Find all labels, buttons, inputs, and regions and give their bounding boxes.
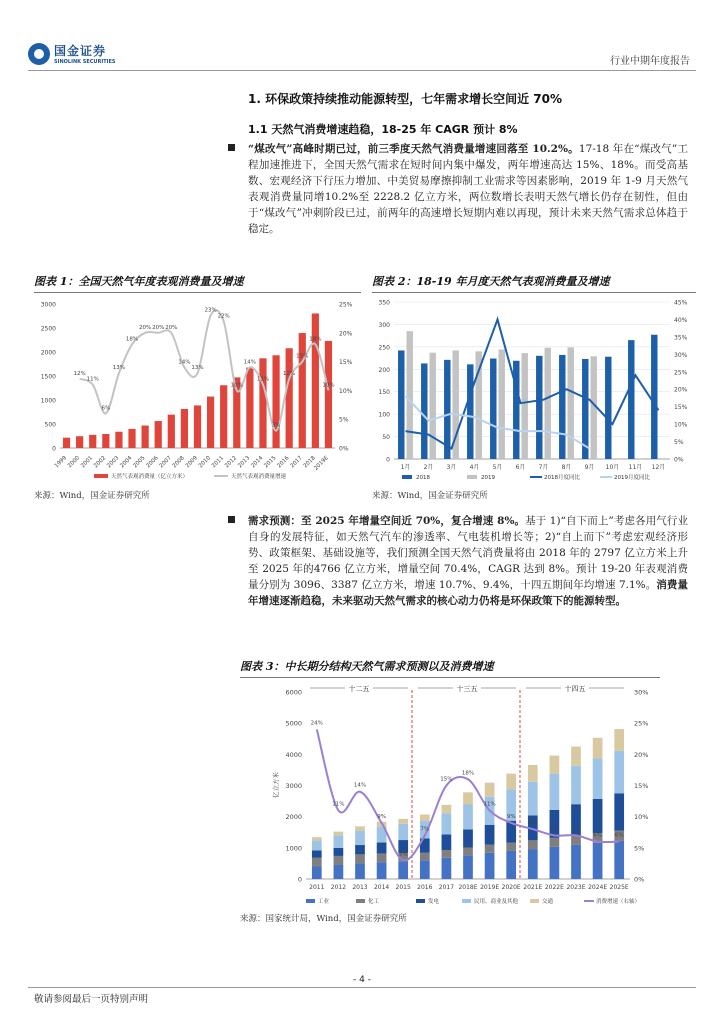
x-tick-label: 2019E <box>480 884 500 891</box>
line-2018-yoy <box>406 319 659 448</box>
bar-segment <box>334 848 344 856</box>
page-header <box>0 0 724 70</box>
bar-2018 <box>651 335 657 459</box>
data-label-growth: 10% <box>322 382 335 389</box>
period-label: 十四五 <box>564 685 586 693</box>
bar-consumption <box>128 429 135 448</box>
bar-segment <box>442 834 452 850</box>
legend-swatch <box>467 475 477 479</box>
x-tick-label: 2016 <box>276 455 291 470</box>
sinolink-logo-icon <box>28 43 50 65</box>
bar-segment <box>377 853 387 862</box>
page-number: - 4 - <box>353 975 371 985</box>
bar-segment <box>463 848 473 856</box>
y-tick-label-right: 15% <box>339 359 353 367</box>
legend-label: 2018月度同比 <box>544 475 580 481</box>
y-tick-label-left: 5000 <box>285 719 302 728</box>
bar-segment <box>463 829 473 847</box>
bar-consumption <box>246 368 253 448</box>
bar-consumption <box>299 333 306 448</box>
legend-label-consumption: 天然气表观消费量（亿立方米） <box>111 474 189 480</box>
section-title: 1. 环保政策持续推动能源转型，七年需求增长空间近 70% <box>248 92 562 106</box>
bar-2018 <box>536 356 542 459</box>
bar-2018 <box>559 355 565 459</box>
bar-segment <box>442 813 452 834</box>
bar-2019 <box>568 347 574 459</box>
bar-segment <box>355 826 365 830</box>
fig2-title: 图表 2：18-19 年月度天然气表观消费量及增速 <box>372 275 610 288</box>
bar-consumption <box>194 405 201 448</box>
bar-2018 <box>398 350 404 459</box>
x-tick-label: 8月 <box>561 464 572 471</box>
logo-cn: 国金证券 <box>54 44 107 58</box>
y-tick-label-left: 6000 <box>285 688 302 697</box>
bar-consumption <box>63 438 70 448</box>
section-subtitle: 1.1 天然气消费增速趋稳，18-25 年 CAGR 预计 8% <box>248 123 518 136</box>
y-tick-label-right: 5% <box>339 416 349 424</box>
x-tick-label: 2013 <box>352 884 368 891</box>
x-tick-label: 2021E <box>523 884 543 891</box>
paragraph-body: 基于 1)“自下而上”考虑各用气行业自身的发展特征，如天然气汽车的渗透率、气电装机增长等；2)“自上而下”考虑宏观经济形势、政策框架、基础设施等，我们预测全国天然气消费量将由 2018 年的 2797 亿立方米上升至 2025 年的4766 亿立方米，增量空间 70.4%，CAGR 达到 8%。预计 19-20 年表观消费量分别为 3096、3387 亿立方米，增速 10.7%、9.4%，十四五期间年均增速 7.1%。 <box>248 515 688 591</box>
x-tick-label: 2019E <box>313 455 330 472</box>
data-label-growth: 12% <box>73 370 86 377</box>
data-label-growth: 11% <box>332 801 345 808</box>
data-label-growth: 3% <box>271 422 281 429</box>
bar-segment <box>312 840 322 850</box>
bar-segment <box>506 774 516 790</box>
fig3-title-bar <box>240 658 660 678</box>
y-tick-label-right: 0% <box>674 456 684 464</box>
fig1-title: 图表 1：全国天然气年度表观消费量及增速 <box>34 275 244 288</box>
data-label-growth: 24% <box>310 720 323 727</box>
x-tick-label: 2018 <box>302 455 317 470</box>
x-tick-label: 7月 <box>538 464 549 471</box>
bar-segment <box>463 855 473 879</box>
bar-2018 <box>605 357 611 459</box>
data-label-growth: 20% <box>139 324 152 331</box>
y-tick-label-left: 150 <box>378 389 390 397</box>
y-tick-label-right: 0% <box>634 875 645 884</box>
x-tick-label: 2005 <box>132 455 147 470</box>
y-tick-label-right: 5% <box>634 844 645 853</box>
bar-segment <box>377 862 387 879</box>
x-tick-label: 2008 <box>171 455 186 470</box>
x-tick-label: 2023E <box>566 884 586 891</box>
y-tick-label-left: 3000 <box>40 301 56 309</box>
y-tick-label-right: 45% <box>674 299 688 307</box>
bar-segment <box>528 765 538 782</box>
bar-segment <box>614 841 624 879</box>
y-tick-label-right: 40% <box>674 316 688 324</box>
y-tick-label-right: 20% <box>674 386 688 394</box>
data-label-growth: 13% <box>191 365 204 372</box>
bar-segment <box>485 845 495 853</box>
x-tick-label: 2020E <box>501 884 521 891</box>
legend-swatch <box>402 475 412 479</box>
legend-swatch <box>306 899 315 903</box>
y-tick-label-right: 25% <box>339 301 353 309</box>
bar-segment <box>420 853 430 860</box>
bar-segment <box>506 851 516 879</box>
legend-swatch <box>356 899 365 903</box>
legend-label: 交通 <box>542 899 554 905</box>
x-tick-label: 2014 <box>373 884 390 891</box>
x-tick-label: 4月 <box>469 464 480 471</box>
legend-label: 化工 <box>368 899 380 905</box>
y-tick-label-right: 15% <box>674 404 688 412</box>
x-tick-label: 6月 <box>515 464 526 471</box>
x-tick-label: 9月 <box>584 464 595 471</box>
bar-segment <box>355 831 365 845</box>
header-divider <box>28 70 696 71</box>
data-label-growth: 22% <box>217 313 230 320</box>
data-label-growth: 3% <box>398 851 408 858</box>
bar-segment <box>463 805 473 830</box>
y-tick-label-right: 10% <box>674 421 688 429</box>
bar-segment <box>550 774 560 810</box>
logo-en: SINOLINK SECURITIES <box>54 59 116 65</box>
y-tick-label-left: 0 <box>386 456 390 464</box>
x-tick-label: 2022E <box>544 884 564 891</box>
legend-label: 民用、商业及其他 <box>474 899 519 905</box>
bar-2018 <box>467 364 473 459</box>
bar-2019 <box>522 353 528 459</box>
x-tick-label: 2012 <box>224 455 239 470</box>
y-tick-label-left: 1500 <box>40 373 56 381</box>
data-label-growth: 6% <box>101 405 111 412</box>
data-label-growth: 14% <box>353 782 367 789</box>
bar-segment <box>550 810 560 838</box>
x-tick-label: 2003 <box>106 455 121 470</box>
data-label-growth: 18% <box>125 336 139 343</box>
bar-2019 <box>499 350 505 459</box>
bar-segment <box>571 845 581 879</box>
bar-segment <box>355 863 365 879</box>
fig1-title-bar <box>34 273 361 293</box>
x-tick-label: 2018E <box>458 884 478 891</box>
data-label-growth: 20% <box>152 324 165 331</box>
bar-segment <box>528 840 538 849</box>
x-tick-label: 3月 <box>446 464 457 471</box>
x-tick-label: 2014 <box>250 455 265 470</box>
bullet-icon <box>228 516 235 523</box>
fig2-title-bar <box>372 273 696 293</box>
bar-segment <box>442 850 452 858</box>
bar-segment <box>614 729 624 751</box>
bar-consumption <box>286 348 293 448</box>
y-tick-label-right: 30% <box>634 688 649 697</box>
x-tick-label: 2月 <box>423 464 434 471</box>
bar-segment <box>355 845 365 854</box>
x-tick-label: 2002 <box>93 455 108 470</box>
legend-swatch <box>530 899 539 903</box>
data-label-growth: 23% <box>204 307 217 314</box>
y-tick-label-right: 25% <box>674 369 688 377</box>
data-label-growth: 18% <box>309 336 322 343</box>
data-label-growth: 11% <box>256 376 270 383</box>
bar-segment <box>506 843 516 851</box>
bar-segment <box>312 858 322 867</box>
bar-segment <box>485 853 495 879</box>
bar-segment <box>485 783 495 797</box>
y-tick-label-left: 300 <box>378 321 390 329</box>
x-tick-label: 10月 <box>605 464 620 471</box>
bar-segment <box>334 832 344 836</box>
period-label: 十二五 <box>348 685 370 693</box>
bar-segment <box>593 799 603 833</box>
y-tick-label-left: 350 <box>378 299 390 307</box>
bar-segment <box>334 856 344 865</box>
bar-segment <box>528 849 538 879</box>
data-label-growth: 11% <box>86 376 99 383</box>
bar-2019 <box>407 331 413 459</box>
bar-segment <box>550 756 560 774</box>
bar-consumption <box>115 432 122 448</box>
bar-consumption <box>272 355 279 448</box>
y-tick-label-right: 35% <box>674 334 688 342</box>
x-tick-label: 2017 <box>438 884 455 891</box>
x-tick-label: 2017 <box>289 455 304 470</box>
y-tick-label-right: 10% <box>634 813 649 822</box>
legend-label-growth: 天然气表观消费量增速 <box>231 474 287 480</box>
legend-label: 发电 <box>428 899 440 905</box>
data-label-growth: 14% <box>178 359 191 366</box>
sinolink-logo <box>28 42 116 65</box>
x-tick-label: 2001 <box>80 455 95 470</box>
fig1-chart <box>34 296 361 484</box>
data-label-growth: 9% <box>506 813 516 820</box>
data-label-growth: 6% <box>614 832 624 839</box>
bar-consumption <box>220 385 227 448</box>
data-label-growth: 10% <box>230 382 243 389</box>
bar-segment <box>334 835 344 847</box>
bar-segment <box>334 865 344 879</box>
paragraph-tail: 消费量年增速逐渐趋稳，未来驱动天然气需求的核心动力仍将是环保政策下的能源转型。 <box>248 579 689 607</box>
bar-segment <box>420 814 430 821</box>
paragraph-demand-trend <box>248 141 688 237</box>
paragraph-lead: “煤改气”高峰时期已过，前三季度天然气消费量增速回落至 10.2%。 <box>248 143 579 155</box>
y-tick-label-right: 30% <box>674 351 688 359</box>
bar-segment <box>377 843 387 854</box>
bar-consumption <box>102 434 109 448</box>
fig3-source: 来源：国家统计局，Wind，国金证券研究所 <box>240 914 407 924</box>
bar-segment <box>614 793 624 830</box>
bar-consumption <box>142 426 149 448</box>
data-label-growth: 11% <box>483 801 496 808</box>
footer-divider <box>28 987 696 988</box>
y-tick-label-right: 25% <box>634 719 649 728</box>
bar-segment <box>593 758 603 799</box>
bar-consumption <box>76 436 83 448</box>
bar-segment <box>355 854 365 863</box>
y-tick-label-right: 20% <box>634 750 649 759</box>
bar-2019 <box>545 348 551 459</box>
data-label-growth: 8% <box>528 820 538 827</box>
paragraph-lead: 需求预测：至 2025 年增量空间近 70%，复合增速 8%。 <box>248 515 526 527</box>
report-type: 行业中期年度报告 <box>610 56 690 67</box>
y-tick-label-right: 10% <box>339 387 353 395</box>
fig2-source: 来源：Wind，国金证券研究所 <box>372 491 488 501</box>
x-tick-label: 2011 <box>210 455 226 470</box>
data-label-growth: 12% <box>283 370 296 377</box>
bar-segment <box>420 860 430 879</box>
data-label-growth: 13% <box>112 365 126 372</box>
x-tick-label: 11月 <box>628 464 643 471</box>
y-tick-label-left: 3000 <box>285 782 302 790</box>
bar-segment <box>398 824 408 840</box>
x-tick-label: 12月 <box>651 464 666 471</box>
y-tick-label-left: 50 <box>382 434 390 442</box>
x-tick-label: 2000 <box>66 455 82 470</box>
data-label-growth: 7% <box>550 826 559 833</box>
data-label-growth: 7% <box>571 826 581 833</box>
y-tick-label-right: 20% <box>339 330 353 338</box>
footer-disclaimer: 敬请参阅最后一页特别声明 <box>34 994 149 1005</box>
bar-consumption <box>89 435 96 448</box>
bar-segment <box>485 825 495 845</box>
x-tick-label: 2009 <box>184 455 199 470</box>
bar-segment <box>463 792 473 804</box>
bar-2019 <box>476 351 482 459</box>
x-tick-label: 2013 <box>237 455 252 470</box>
y-tick-label-left: 0 <box>297 875 302 884</box>
data-label-growth: 15% <box>296 353 309 360</box>
bar-segment <box>550 847 560 879</box>
legend-label: 消费增速（右轴） <box>596 899 641 905</box>
bar-consumption <box>312 313 319 448</box>
y-tick-label-left: 0 <box>52 445 56 453</box>
bar-segment <box>550 838 560 847</box>
fig2-chart <box>372 296 696 484</box>
bar-segment <box>312 850 322 857</box>
data-label-growth: 9% <box>377 813 386 820</box>
data-label-growth: 6% <box>593 832 602 839</box>
x-tick-label: 2007 <box>158 455 173 470</box>
legend-swatch <box>416 899 425 903</box>
bar-segment <box>398 819 408 824</box>
data-label-growth: 7% <box>420 826 430 833</box>
x-tick-label: 2004 <box>119 455 134 470</box>
bar-segment <box>571 766 581 804</box>
bar-segment <box>312 837 322 840</box>
y-tick-label-left: 100 <box>378 411 390 419</box>
legend-label: 工业 <box>318 899 330 905</box>
legend-swatch-consumption <box>94 474 108 478</box>
bar-2018 <box>628 340 634 459</box>
y-tick-label-left: 200 <box>378 366 390 374</box>
bar-consumption <box>325 341 332 448</box>
y-tick-label-left: 4000 <box>285 750 302 759</box>
y-tick-label-left: 500 <box>44 421 56 429</box>
bar-segment <box>442 858 452 879</box>
legend-label: 2019 <box>481 475 495 481</box>
x-tick-label: 1月 <box>400 464 411 471</box>
bar-2018 <box>513 361 519 459</box>
bar-segment <box>614 751 624 793</box>
data-label-growth: 20% <box>165 324 178 331</box>
x-tick-label: 2015 <box>263 455 278 470</box>
fig3-chart <box>240 680 660 908</box>
bullet-icon <box>228 144 235 151</box>
bar-2019 <box>430 353 436 459</box>
bar-segment <box>442 805 452 813</box>
y-tick-label-left: 2000 <box>40 349 56 357</box>
data-label-growth: 14% <box>243 359 256 366</box>
data-label-growth: 15% <box>440 776 453 783</box>
fig3-title: 图表 3：中长期分结构天然气需求预测以及消费增速 <box>240 660 494 673</box>
x-tick-label: 2006 <box>145 455 160 470</box>
x-tick-label: 2024E <box>588 884 608 891</box>
bar-2018 <box>490 359 496 459</box>
y-tick-label-right: 0% <box>339 445 349 453</box>
x-tick-label: 2012 <box>330 884 347 891</box>
x-tick-label: 2010 <box>197 455 213 470</box>
y-axis-label: 亿立方米 <box>272 772 280 798</box>
x-tick-label: 5月 <box>492 464 503 471</box>
bar-consumption <box>207 397 214 448</box>
period-label: 十三五 <box>456 685 478 693</box>
bar-segment <box>312 867 322 879</box>
x-tick-label: 2016 <box>417 884 433 891</box>
y-tick-label-right: 15% <box>634 782 649 790</box>
x-tick-label: 2025E <box>609 884 629 891</box>
bar-consumption <box>259 358 266 448</box>
y-tick-label-left: 2500 <box>40 325 56 333</box>
y-tick-label-right: 5% <box>674 439 684 447</box>
legend-swatch <box>462 899 471 903</box>
legend-label: 2018 <box>416 475 430 481</box>
x-tick-label: 2015 <box>395 884 411 891</box>
bar-segment <box>593 738 603 759</box>
bar-consumption <box>181 409 188 448</box>
y-tick-label-left: 1000 <box>40 397 56 405</box>
bar-segment <box>593 843 603 879</box>
paragraph-demand-forecast <box>248 513 688 609</box>
y-tick-label-left: 250 <box>378 344 390 352</box>
legend-label: 2019月度同比 <box>614 475 650 481</box>
bar-consumption <box>155 421 162 448</box>
bar-consumption <box>168 415 175 448</box>
y-tick-label-left: 2000 <box>285 813 302 822</box>
paragraph-body: 17-18 年在“煤改气”工程加速推进下，全国天然气需求在短时间内集中爆发，两年增速高达 15%、18%。而受高基数、宏观经济下行压力增加、中美贸易摩擦抑制工业需求等因素影响，2019 年 1-9 月天然气表观消费量同增10.2%至 2228.2 亿立方米，两位数增长表明天然气增长仍存在韧性，但由于“煤改气”冲刺阶段已过，前两年的高速增长短期内难以再现，预计未来天然气需求总体趋于稳定。 <box>248 143 688 235</box>
bar-2018 <box>421 363 427 459</box>
data-label-growth: 18% <box>461 770 475 777</box>
bar-segment <box>528 782 538 816</box>
bar-segment <box>398 861 408 879</box>
x-tick-label: 1999 <box>53 455 68 470</box>
x-tick-label: 2011 <box>309 884 325 891</box>
bar-segment <box>571 747 581 766</box>
fig1-source: 来源：Wind，国金证券研究所 <box>34 491 150 501</box>
y-tick-label-left: 1000 <box>285 844 302 853</box>
